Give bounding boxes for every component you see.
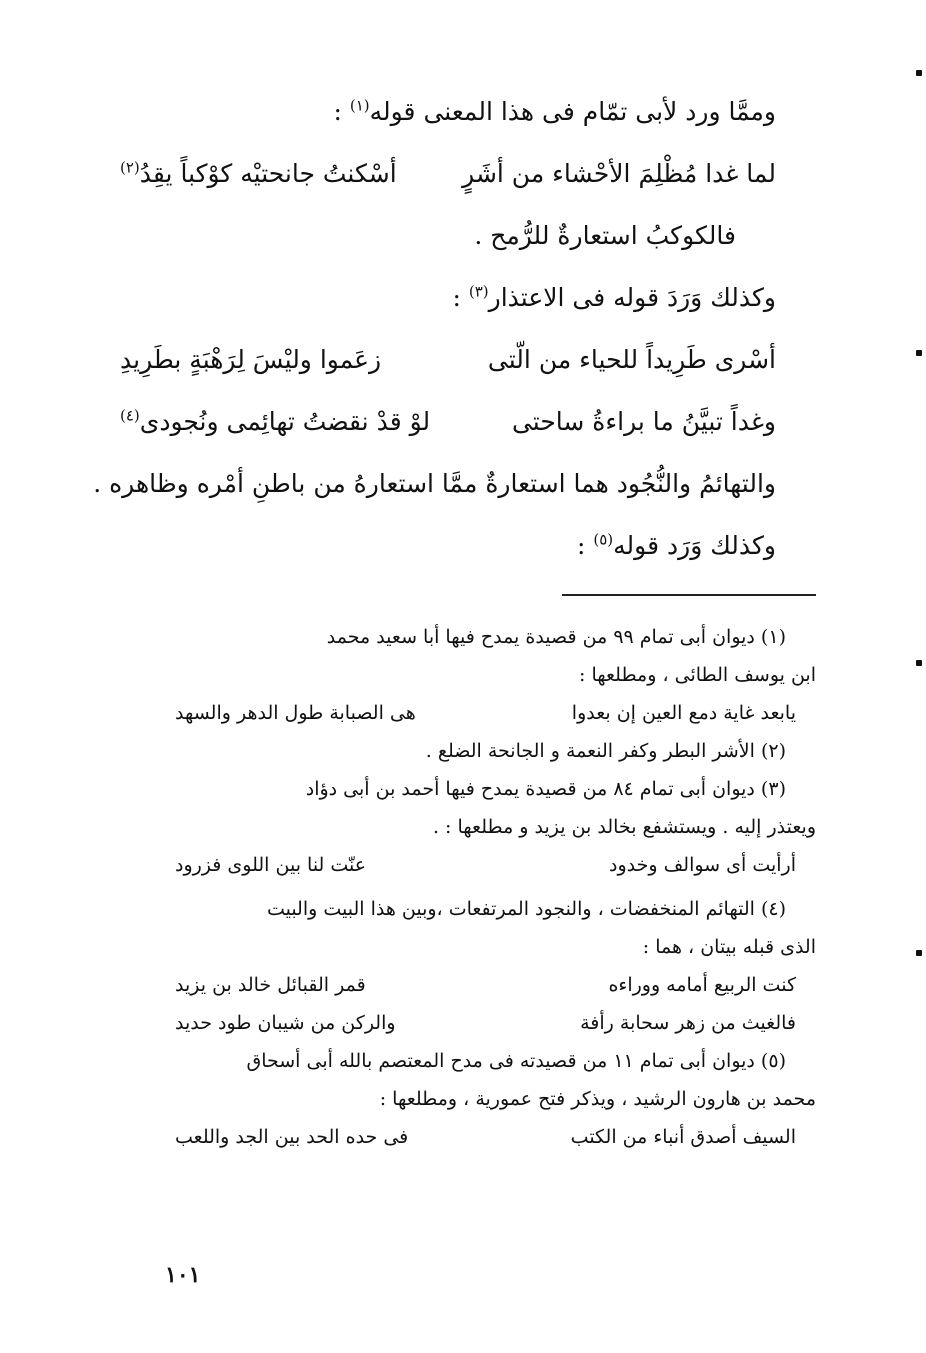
footnote-line: الذى قبله بيتان ، هما : xyxy=(642,936,816,958)
verse xyxy=(120,150,776,198)
footnotes xyxy=(165,618,816,1156)
page-number: ١٠١ xyxy=(165,1262,201,1288)
footnote-line: (٢) الأشر البطر وكفر النعمة و الجانحة الضلع . xyxy=(425,740,786,762)
hemistich-second: عنّت لنا بين اللوى فزرود xyxy=(175,854,367,876)
footnote-line: (٥) ديوان أبى تمام ١١ من قصيدته فى مدح المعتصم بالله أبى أسحاق xyxy=(246,1050,786,1072)
footnote-verse xyxy=(165,1118,816,1156)
line-text: والتهائمُ والنُّجُود هما استعارةٌ ممَّا استعارهُ من باطنِ أمْره وظاهره . xyxy=(93,469,776,498)
footnote-line: (٣) ديوان أبى تمام ٨٤ من قصيدة يمدح فيها أحمد بن أبى دؤاد xyxy=(305,778,786,800)
colon: : xyxy=(333,97,342,126)
hemistich-second: زعَموا وليْسَ لِرَهْبَةٍ بطَرِيدِ xyxy=(120,345,382,374)
footnote-line: محمد بن هارون الرشيد ، ويذكر فتح عمورية ، ومطلعها : xyxy=(379,1088,816,1110)
verse xyxy=(120,398,776,446)
margin-mark xyxy=(916,350,922,356)
footnote-line: ويعتذر إليه . ويستشفع بخالد بن يزيد و مطلعها : . xyxy=(432,816,816,838)
footnote-ref: (٢) xyxy=(120,158,140,177)
text-line xyxy=(120,522,776,570)
main-text xyxy=(93,88,776,584)
colon: : xyxy=(576,531,586,560)
hemistich-second: هى الصبابة طول الدهر والسهد xyxy=(175,702,416,724)
footnote-verse xyxy=(165,846,816,884)
hemistich-first: السيف أصدق أنباء من الكتب xyxy=(570,1126,796,1148)
margin-mark xyxy=(916,950,922,956)
hemistich-first: كنت الربيع أمامه ووراءه xyxy=(608,974,796,996)
hemistich-first: فالغيث من زهر سحابة رأفة xyxy=(580,1012,796,1034)
hemistich-second: والركن من شيبان طود حديد xyxy=(175,1012,396,1034)
hemistich-second: قمر القبائل خالد بن يزيد xyxy=(175,974,366,996)
footnote-ref: (١) xyxy=(349,96,370,115)
footnote-line: (٤) التهائم المنخفضات ، والنجود المرتفعات ،وبين هذا البيت والبيت xyxy=(266,898,786,920)
footnote-ref: (٤) xyxy=(120,406,140,425)
footnote-verse xyxy=(165,694,816,732)
colon: : xyxy=(452,283,461,312)
hemistich-first: أرأيت أى سوالف وخدود xyxy=(609,854,796,876)
footnote-verse xyxy=(165,1004,816,1042)
hemistich-text: أسْكنتُ جانحتيْه كوْكباً يقِدُ xyxy=(139,159,397,188)
footnote-line: ابن يوسف الطائى ، ومطلعها : xyxy=(579,664,816,686)
hemistich-second xyxy=(120,150,397,198)
footnote-line: (١) ديوان أبى تمام ٩٩ من قصيدة يمدح فيها أبا سعيد محمد xyxy=(326,626,786,648)
footnote-ref: (٣) xyxy=(468,282,489,301)
line-text: فالكوكبُ استعارةٌ للرُّمح . xyxy=(474,221,736,250)
text-line xyxy=(120,274,776,322)
hemistich-first: وغداً تبيَّنُ ما براءةُ ساحتى xyxy=(511,407,776,436)
hemistich-second: فى حده الحد بين الجد واللعب xyxy=(175,1126,409,1148)
line-text: وكذلك وَرَد قوله xyxy=(613,531,776,560)
footnote-ref: (٥) xyxy=(593,530,614,549)
text-line xyxy=(93,460,776,508)
hemistich-first: يابعد غاية دمع العين إن بعدوا xyxy=(571,702,796,724)
verse xyxy=(120,336,776,384)
text-line xyxy=(120,212,776,260)
margin-mark xyxy=(916,70,922,76)
hemistich-text: لوْ قدْ نقضتُ تهائِمى ونُجودى xyxy=(139,407,431,436)
text-line xyxy=(120,88,776,136)
line-text: وممَّا ورد لأبى تمّام فى هذا المعنى قوله xyxy=(369,97,776,126)
hemistich-first: أسْرى طَرِيداً للحياء من الّتى xyxy=(487,345,776,374)
footnote-verse xyxy=(165,966,816,1004)
hemistich-first: لما غدا مُظْلِمَ الأحْشاء من أشَرٍ xyxy=(462,159,776,188)
footnote-separator xyxy=(562,594,816,596)
line-text: وكذلك وَرَدَ قوله فى الاعتذار xyxy=(488,283,776,312)
margin-mark xyxy=(916,660,922,666)
hemistich-second xyxy=(120,398,430,446)
